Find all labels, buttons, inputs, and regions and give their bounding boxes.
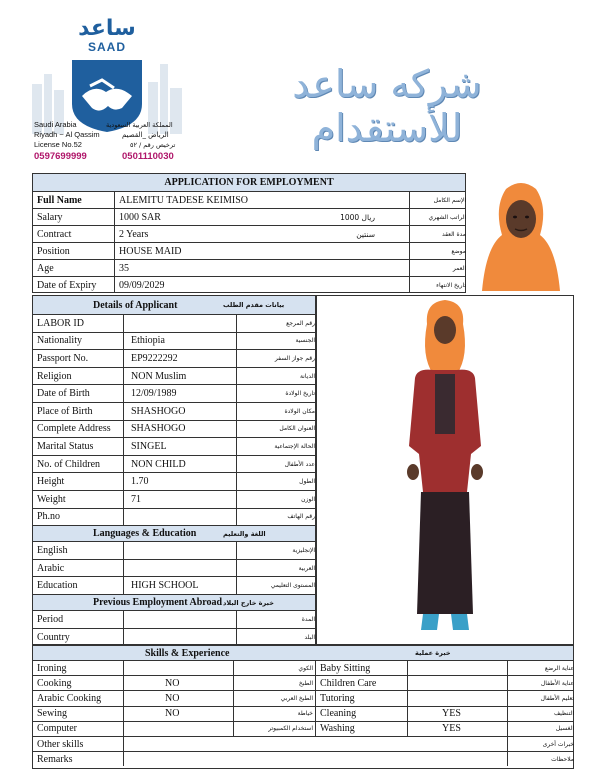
divider: [236, 403, 237, 420]
divider: [407, 707, 408, 721]
header-label-arabic: الراتب الشهري: [428, 213, 466, 221]
detail-label: Ph.no: [37, 511, 61, 523]
applicant-full-body-photo: [316, 295, 574, 645]
remarks-label: Remarks: [37, 753, 73, 765]
divider: [123, 333, 124, 350]
divider: [123, 509, 124, 526]
detail-label: English: [37, 544, 68, 556]
skill-label-arabic: خياطة: [297, 710, 313, 718]
header-label: Age: [37, 262, 54, 274]
detail-label-arabic: المستوى التعليمي: [270, 582, 315, 590]
divider: [236, 456, 237, 473]
header-row: [33, 225, 465, 242]
detail-label-arabic: العربية: [298, 564, 315, 572]
applicant-portrait-photo: [472, 177, 570, 291]
skill-row: [33, 660, 573, 675]
detail-label: Arabic: [37, 562, 65, 574]
divider: [236, 611, 237, 628]
detail-value: [127, 611, 235, 628]
detail-label-arabic: المدة: [301, 616, 315, 623]
logo-brand-arabic: ساعد: [78, 16, 136, 41]
detail-row: [33, 402, 315, 420]
skill-label: Cleaning: [320, 708, 357, 720]
divider: [233, 676, 234, 690]
skill-label-arabic: التنظيف: [553, 710, 574, 718]
header-value-arabic: [265, 277, 375, 293]
divider: [123, 368, 124, 385]
skill-value: [438, 676, 506, 690]
form-title: APPLICATION FOR EMPLOYMENT: [164, 177, 334, 188]
skill-label: Sewing: [37, 708, 67, 720]
divider: [123, 707, 124, 721]
detail-row: [33, 472, 315, 490]
skill-label-arabic: عناية الرضع: [544, 664, 574, 672]
header-value-arabic: سنتين: [356, 229, 375, 239]
other-skills-label: Other skills: [37, 738, 84, 750]
header-label-arabic: تاريخ الانتهاء: [436, 281, 466, 289]
divider: [407, 691, 408, 705]
header-value-arabic: [265, 260, 375, 276]
divider: [236, 491, 237, 508]
remarks-label-arabic: ملاحظات: [551, 755, 574, 763]
skill-label-arabic: استخدام الكمبيوتر: [268, 725, 313, 733]
detail-row: [33, 610, 315, 628]
header-row: [33, 276, 465, 293]
skill-row: [33, 690, 573, 705]
skill-label: Ironing: [37, 662, 67, 674]
detail-label-arabic: الإنجليزية: [292, 546, 315, 554]
remarks-row: [33, 751, 573, 766]
details-table: [32, 295, 316, 645]
skill-label-arabic: الكوي: [298, 664, 313, 672]
logo-city-ar: الرياض _القصيم: [122, 131, 169, 139]
detail-label-arabic: الطول: [299, 478, 315, 486]
detail-label-arabic: رقم المرجع: [286, 319, 315, 327]
logo-phone-2: 0501110030: [122, 151, 174, 162]
divider: [123, 473, 124, 490]
skill-value: NO: [165, 708, 180, 720]
divider: [123, 560, 124, 577]
detail-value: Ethiopia: [131, 335, 165, 347]
header-label: Salary: [37, 211, 63, 223]
detail-label-arabic: الديانة: [299, 372, 315, 380]
detail-value: SHASHOGO: [131, 405, 186, 417]
detail-value: NON Muslim: [131, 370, 187, 382]
detail-row: [33, 437, 315, 455]
header-value: HOUSE MAID: [119, 245, 182, 257]
logo-country-en: Saudi Arabia: [34, 120, 77, 129]
header-row: [33, 259, 465, 276]
divider: [236, 315, 237, 332]
divider: [123, 491, 124, 508]
logo-brand-english: SAAD: [87, 40, 126, 54]
detail-row: [33, 628, 315, 646]
detail-row: [33, 420, 315, 438]
detail-label: Place of Birth: [37, 405, 93, 417]
header-value: ALEMITU TADESE KEIMISO: [119, 194, 249, 206]
skill-label: Washing: [320, 723, 355, 735]
detail-row: [33, 367, 315, 385]
divider: [123, 676, 124, 690]
detail-row: [33, 559, 315, 577]
detail-label: No. of Children: [37, 458, 101, 470]
divider: [407, 661, 408, 675]
divider: [236, 438, 237, 455]
detail-label: Nationality: [37, 335, 82, 347]
divider: [236, 542, 237, 559]
detail-label-arabic: رقم جواز السفر: [274, 354, 315, 362]
detail-label: Passport No.: [37, 352, 89, 364]
detail-value: [127, 629, 235, 646]
detail-value: [127, 315, 235, 332]
logo-license-en: License No.52: [34, 140, 82, 149]
skill-label-arabic: الغسيل: [555, 725, 574, 733]
company-title: شركه ساعد للأستقدام: [292, 62, 482, 150]
detail-label: Period: [37, 614, 64, 625]
skill-label: Computer: [37, 723, 77, 735]
section-band: [33, 594, 315, 610]
header-label-arabic: موضع: [451, 247, 466, 255]
skill-value: NO: [165, 692, 180, 704]
detail-label: Country: [37, 632, 70, 643]
divider: [123, 577, 124, 594]
header-label: Position: [37, 245, 70, 257]
section-title-arabic: اللغة والتعليم: [223, 529, 266, 538]
divider: [123, 438, 124, 455]
detail-value: [127, 560, 235, 577]
divider: [236, 368, 237, 385]
divider: [123, 385, 124, 402]
section-title: Previous Employment Abroad: [93, 597, 223, 608]
section-title: Languages & Education: [93, 528, 197, 540]
header-label: Contract: [37, 228, 72, 240]
section-title: Skills & Experience: [145, 647, 230, 659]
divider: [236, 509, 237, 526]
detail-label: Marital Status: [37, 440, 94, 452]
detail-label-arabic: الوزن: [301, 495, 315, 503]
header-table: [32, 173, 466, 293]
other-skills-row: [33, 736, 573, 751]
divider: [123, 350, 124, 367]
divider: [233, 707, 234, 721]
header-value: 09/09/2029: [119, 279, 165, 291]
section-title: Details of Applicant: [93, 299, 178, 311]
detail-label-arabic: عدد الأطفال: [284, 460, 315, 468]
detail-value: 1.70: [131, 476, 149, 488]
header-row: [33, 242, 465, 259]
divider: [123, 403, 124, 420]
detail-value: HIGH SCHOOL: [131, 580, 199, 592]
divider: [407, 676, 408, 690]
detail-label: Religion: [37, 370, 72, 382]
skill-value: YES: [442, 723, 461, 735]
header-label-arabic: مدة العقد: [442, 230, 466, 238]
header-label-arabic: العمر: [452, 264, 466, 272]
divider: [123, 542, 124, 559]
divider: [123, 722, 124, 736]
detail-row: [33, 541, 315, 559]
detail-label: Education: [37, 580, 78, 592]
header-value-arabic: [265, 243, 375, 259]
divider: [236, 333, 237, 350]
skill-value: [438, 691, 506, 705]
divider: [123, 456, 124, 473]
detail-label-arabic: رقم الهاتف: [287, 513, 315, 521]
skill-label-arabic: الطبخ: [298, 679, 313, 687]
divider: [236, 350, 237, 367]
detail-label: Complete Address: [37, 423, 111, 435]
divider: [123, 315, 124, 332]
header-row: [33, 191, 465, 208]
skill-row: [33, 706, 573, 721]
detail-row: [33, 314, 315, 332]
divider: [233, 661, 234, 675]
detail-label-arabic: تاريخ الولادة: [285, 390, 315, 398]
skill-value: NO: [165, 677, 180, 689]
divider: [123, 421, 124, 438]
header-label: Date of Expiry: [37, 279, 97, 291]
skill-value: [161, 661, 231, 675]
company-logo: [30, 14, 184, 164]
detail-label-arabic: البلد: [304, 634, 315, 641]
skill-label-arabic: عناية الأطفال: [540, 679, 574, 687]
detail-value: EP9222292: [131, 352, 178, 364]
logo-country-ar: المملكة العربية السعودية: [106, 121, 173, 129]
header-label: Full Name: [37, 194, 82, 206]
detail-label: Height: [37, 476, 65, 488]
detail-value: SHASHOGO: [131, 423, 186, 435]
divider: [236, 421, 237, 438]
detail-label-arabic: الحالة الإجتماعية: [274, 442, 315, 450]
skill-value: [161, 722, 231, 736]
divider: [123, 629, 124, 646]
skill-value: [438, 661, 506, 675]
detail-value: 12/09/1989: [131, 388, 177, 400]
divider: [407, 722, 408, 736]
skill-label: Children Care: [320, 677, 377, 689]
other-skills-label-arabic: خبرات أخرى: [542, 740, 574, 748]
skill-label: Baby Sitting: [320, 662, 371, 674]
header-value: 1000 SAR: [119, 211, 161, 223]
detail-label: Weight: [37, 493, 66, 505]
skill-label-arabic: تعليم الأطفال: [540, 694, 574, 702]
skill-label: Tutoring: [320, 692, 355, 704]
detail-label-arabic: العنوان الكامل: [279, 425, 315, 433]
divider: [236, 473, 237, 490]
section-title-arabic: خبرة خارج البلاد: [223, 598, 274, 607]
detail-value: SINGEL: [131, 440, 167, 452]
section-band: [33, 646, 573, 660]
detail-row: [33, 508, 315, 526]
divider: [236, 577, 237, 594]
divider: [236, 560, 237, 577]
divider: [123, 737, 124, 751]
detail-value: 71: [131, 493, 141, 505]
detail-row: [33, 332, 315, 350]
header-value-arabic: ريال 1000: [340, 212, 375, 222]
skill-row: [33, 721, 573, 736]
header-value: 2 Years: [119, 228, 149, 240]
detail-row: [33, 490, 315, 508]
detail-row: [33, 576, 315, 594]
detail-value: NON CHILD: [131, 458, 186, 470]
divider: [236, 629, 237, 646]
header-label-arabic: الإسم الكامل: [433, 196, 466, 204]
header-value: 35: [119, 262, 129, 274]
divider: [123, 611, 124, 628]
skill-row: [33, 675, 573, 690]
detail-row: [33, 349, 315, 367]
detail-label: Date of Birth: [37, 388, 90, 400]
detail-value: [127, 542, 235, 559]
skill-value: YES: [442, 708, 461, 720]
detail-value: [127, 509, 235, 526]
skill-label: Arabic Cooking: [37, 692, 102, 704]
detail-row: [33, 455, 315, 473]
logo-license-ar: ترخيص رقم / ٥٢: [130, 141, 176, 149]
divider: [123, 691, 124, 705]
divider: [123, 752, 124, 766]
header-value-arabic: [265, 192, 375, 208]
section-title-arabic: بيانات مقدم الطلب: [223, 301, 285, 309]
section-band: [33, 525, 315, 541]
detail-row: [33, 384, 315, 402]
divider: [236, 385, 237, 402]
logo-city-en: Riyadh ~ Al Qassim: [34, 130, 100, 139]
section-band: [33, 296, 315, 314]
logo-phone-1: 0597699999: [34, 151, 87, 162]
detail-label: LABOR ID: [37, 317, 84, 329]
detail-label-arabic: مكان الولادة: [284, 407, 315, 415]
section-title-arabic: خبرة عملية: [415, 649, 451, 657]
skill-label: Cooking: [37, 677, 72, 689]
header-row: [33, 208, 465, 225]
divider: [123, 661, 124, 675]
skills-table: [32, 645, 574, 769]
detail-label-arabic: الجنسية: [295, 337, 315, 345]
divider: [233, 691, 234, 705]
form-title-band: [33, 174, 465, 191]
skill-label-arabic: الطبخ العربي: [280, 694, 313, 702]
divider: [233, 722, 234, 736]
